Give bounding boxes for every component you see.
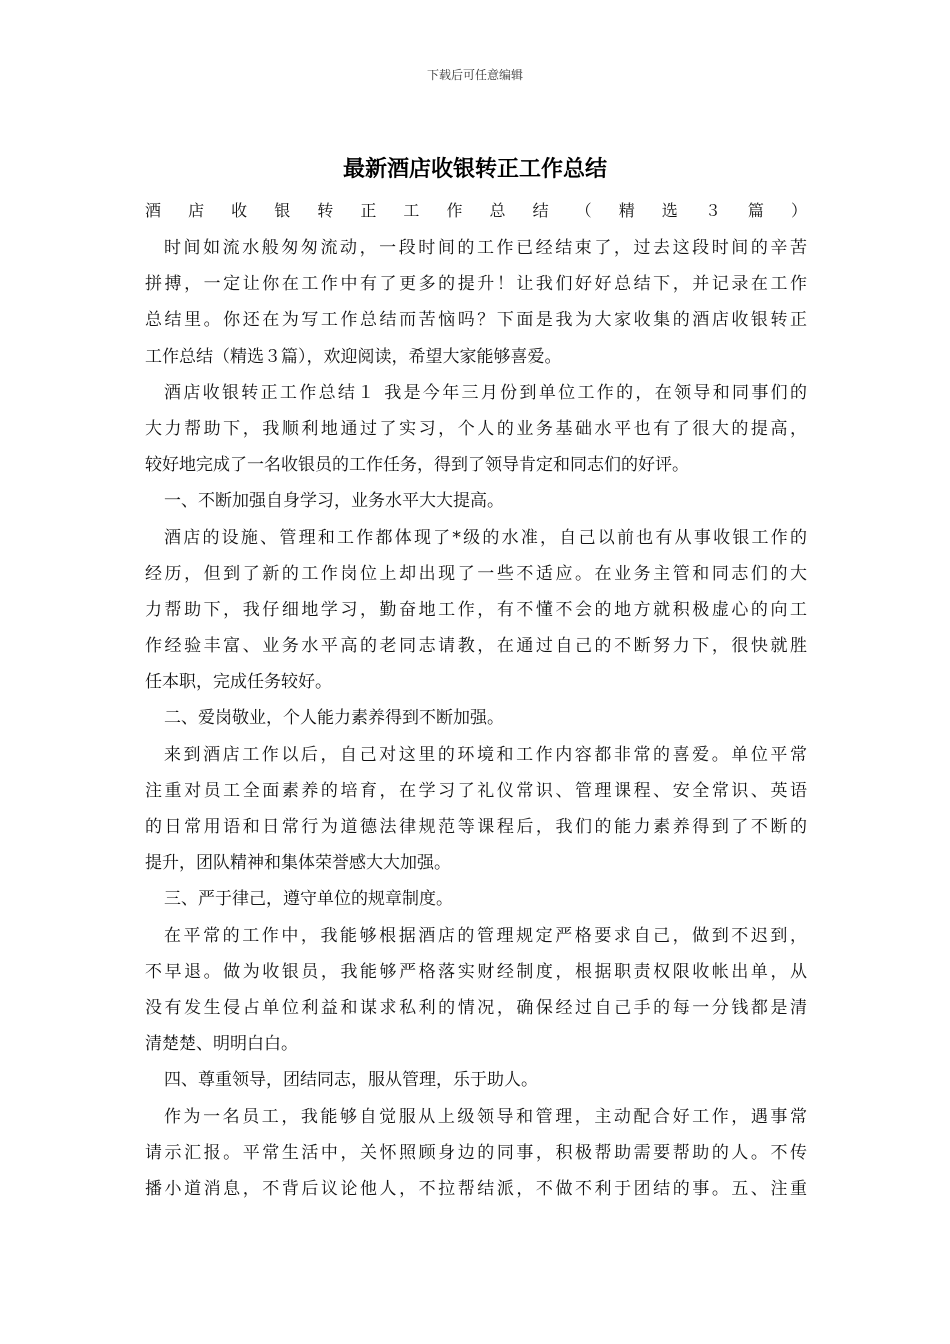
header-note: 下载后可任意编辑 bbox=[426, 68, 523, 82]
text-line: 的日常用语和日常行为道德法律规范等课程后，我们的能力素养得到了不断的 bbox=[145, 817, 807, 837]
text-line: 力帮助下，我仔细地学习，勤奋地工作，有不懂不会的地方就积极虚心的向工 bbox=[145, 599, 807, 620]
text-line: 三、严于律己，遵守单位的规章制度。 bbox=[164, 889, 453, 910]
text-line: 较好地完成了一名收银员的工作任务，得到了领导肯定和同志们的好评。 bbox=[145, 455, 689, 476]
text-line: 大力帮助下，我顺利地通过了实习，个人的业务基础水平也有了很大的提高， bbox=[145, 418, 807, 439]
document-subtitle: 酒店收银转正工作总结（精选３篇） bbox=[145, 201, 807, 220]
text-line: 二、爱岗敬业，个人能力素养得到不断加强。 bbox=[164, 708, 504, 729]
text-line: 经历，但到了新的工作岗位上却出现了一些不适应。在业务主管和同志们的大 bbox=[145, 563, 807, 584]
text-line: 请示汇报。平常生活中，关怀照顾身边的同事，积极帮助需要帮助的人。不传 bbox=[145, 1142, 807, 1163]
text-line: 任本职，完成任务较好。 bbox=[145, 672, 332, 693]
text-line: 酒店的设施、管理和工作都体现了*级的水准，自己以前也有从事收银工作的 bbox=[164, 527, 807, 548]
text-line: 时间如流水般匆匆流动，一段时间的工作已经结束了，过去这段时间的辛苦 bbox=[164, 238, 807, 258]
paragraph-lines bbox=[145, 230, 807, 1207]
text-line: 一、不断加强自身学习，业务水平大大提高。 bbox=[164, 491, 504, 512]
text-line: 不早退。做为收银员，我能够严格落实财经制度，根据职责权限收帐出单，从 bbox=[145, 961, 807, 982]
document-title: 最新酒店收银转正工作总结 bbox=[342, 156, 607, 182]
text-line: 清楚楚、明明白白。 bbox=[145, 1034, 298, 1055]
text-line: 工作总结（精选３篇），欢迎阅读，希望大家能够喜爱。 bbox=[145, 346, 562, 367]
text-line: 总结里。你还在为写工作总结而苦恼吗？下面是我为大家收集的酒店收银转正 bbox=[145, 310, 807, 331]
text-line: 提升，团队精神和集体荣誉感大大加强。 bbox=[145, 853, 451, 874]
document-body bbox=[145, 196, 807, 1207]
text-line: 酒店收银转正工作总结１ 我是今年三月份到单位工作的，在领导和同事们的 bbox=[164, 382, 807, 403]
text-line: 来到酒店工作以后，自己对这里的环境和工作内容都非常的喜爱。单位平常 bbox=[164, 744, 807, 765]
text-line: 四、尊重领导，团结同志，服从管理，乐于助人。 bbox=[164, 1070, 538, 1091]
text-line: 作为一名员工，我能够自觉服从上级领导和管理，主动配合好工作，遇事常 bbox=[164, 1106, 807, 1127]
text-line: 没有发生侵占单位利益和谋求私利的情况，确保经过自己手的每一分钱都是清 bbox=[145, 997, 807, 1018]
text-line: 作经验丰富、业务水平高的老同志请教，在通过自己的不断努力下，很快就胜 bbox=[145, 636, 807, 657]
text-line: 拼搏，一定让你在工作中有了更多的提升！让我们好好总结下，并记录在工作 bbox=[145, 274, 807, 295]
text-line: 注重对员工全面素养的培育，在学习了礼仪常识、管理课程、安全常识、英语 bbox=[145, 780, 807, 801]
text-line: 在平常的工作中，我能够根据酒店的管理规定严格要求自己，做到不迟到， bbox=[164, 925, 807, 946]
text-line: 播小道消息，不背后议论他人，不拉帮结派，不做不利于团结的事。五、注重 bbox=[145, 1178, 807, 1199]
